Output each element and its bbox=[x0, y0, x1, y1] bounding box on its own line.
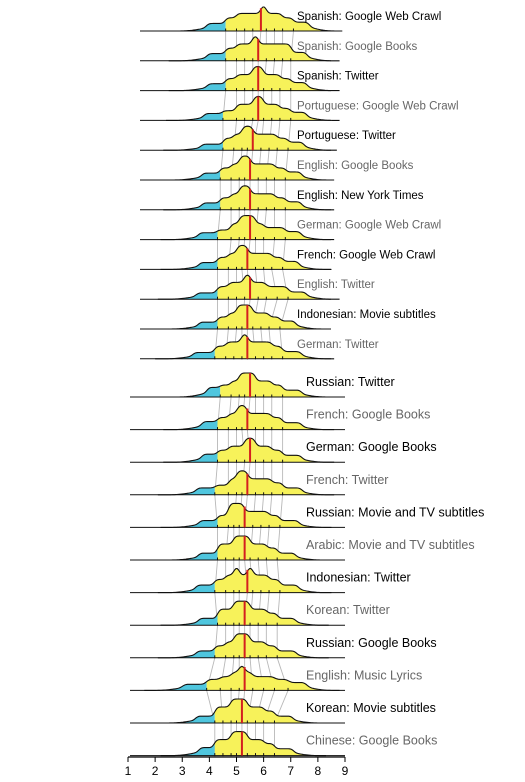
x-tick-label: 4 bbox=[206, 764, 213, 778]
series-label: English: Twitter bbox=[297, 279, 375, 292]
ridge-rows bbox=[130, 7, 484, 756]
ridge-row bbox=[140, 305, 436, 330]
ridge-row bbox=[140, 96, 459, 121]
ridge-row bbox=[130, 471, 388, 496]
ridge-row bbox=[130, 373, 395, 398]
series-label: Arabic: Movie and TV subtitles bbox=[306, 538, 475, 552]
x-tick-label: 7 bbox=[287, 764, 295, 778]
ridge-row bbox=[130, 666, 422, 691]
series-label: French: Google Books bbox=[306, 407, 431, 422]
x-axis-ticks bbox=[125, 757, 349, 778]
x-axis bbox=[125, 757, 349, 778]
x-tick-label: 5 bbox=[233, 764, 240, 778]
ridge-row bbox=[140, 7, 441, 32]
ridge-row bbox=[130, 569, 411, 594]
ridge-row bbox=[140, 335, 379, 360]
ridge-row bbox=[130, 634, 437, 659]
ridge-row bbox=[130, 732, 437, 757]
ridge-row bbox=[140, 216, 441, 241]
ridge-row bbox=[130, 406, 430, 431]
series-label: Russian: Twitter bbox=[306, 375, 395, 389]
x-tick-label: 3 bbox=[178, 764, 186, 778]
ridge-row bbox=[140, 67, 379, 92]
series-label: English: Music Lyrics bbox=[306, 668, 423, 683]
series-label: Portuguese: Google Web Crawl bbox=[297, 100, 459, 113]
series-label: German: Twitter bbox=[297, 338, 379, 351]
series-label: French: Twitter bbox=[306, 472, 389, 487]
x-tick-label: 2 bbox=[151, 764, 159, 778]
series-label: Spanish: Google Web Crawl bbox=[297, 11, 442, 23]
ridge-row bbox=[130, 536, 475, 561]
ridge-row bbox=[140, 126, 396, 151]
ridge-row bbox=[130, 503, 484, 528]
ridge-row bbox=[140, 37, 417, 62]
ridge-row bbox=[140, 275, 375, 300]
series-label: English: Google Books bbox=[297, 160, 414, 172]
series-label: German: Google Books bbox=[306, 440, 437, 455]
series-label: Korean: Twitter bbox=[306, 603, 390, 618]
ridge-row bbox=[130, 438, 437, 463]
x-tick-label: 9 bbox=[341, 764, 349, 778]
series-label: German: Google Web Crawl bbox=[297, 219, 442, 232]
series-label: Portuguese: Twitter bbox=[297, 130, 396, 143]
upper-area bbox=[161, 732, 326, 756]
series-label: Russian: Movie and TV subtitles bbox=[306, 505, 485, 520]
series-label: Spanish: Twitter bbox=[297, 70, 379, 83]
x-tick-label: 1 bbox=[124, 764, 132, 778]
series-label: Indonesian: Movie subtitles bbox=[297, 309, 436, 321]
series-label: Indonesian: Twitter bbox=[306, 570, 411, 585]
x-tick-label: 6 bbox=[260, 764, 267, 778]
series-label: English: New York Times bbox=[297, 189, 424, 202]
series-label: French: Google Web Crawl bbox=[297, 249, 436, 262]
ridge-row bbox=[140, 245, 435, 270]
series-label: Russian: Google Books bbox=[306, 635, 437, 650]
ridge-row bbox=[140, 156, 414, 181]
upper-area bbox=[158, 634, 329, 658]
series-label: Spanish: Google Books bbox=[297, 40, 418, 53]
series-label: Korean: Movie subtitles bbox=[306, 701, 436, 715]
x-tick-label: 8 bbox=[314, 764, 322, 778]
ridge-row bbox=[140, 186, 424, 211]
series-label: Chinese: Google Books bbox=[306, 733, 438, 748]
